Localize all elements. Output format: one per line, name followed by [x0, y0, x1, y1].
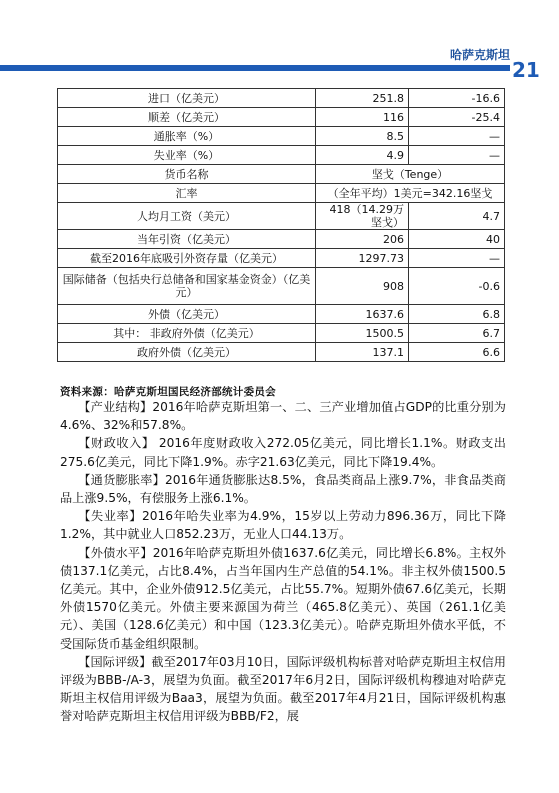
paragraph: 【财政收入】 2016年度财政收入272.05亿美元，同比增长1.1%。财政支出275.6亿美元，同比下降1.9%。赤字21.63亿美元，同比下降19.4%。	[60, 436, 506, 469]
row-value: 251.8	[316, 89, 409, 108]
row-label: 其中： 非政府外债（亿美元）	[58, 324, 316, 343]
row-change: —	[409, 249, 505, 268]
paragraph: 【产业结构】2016年哈萨克斯坦第一、二、三产业增加值占GDP的比重分别为4.6%、32%和57.8%。	[60, 400, 506, 433]
paragraph: 【通货膨胀率】2016年通货膨胀达8.5%，食品类商品上涨9.7%，非食品类商品上涨9.5%，有偿服务上涨6.1%。	[60, 472, 506, 506]
table-row	[58, 324, 505, 343]
table-row	[58, 165, 505, 184]
row-merged-value: 坚戈（Tenge）	[316, 165, 505, 184]
row-value: 8.5	[316, 127, 409, 146]
table-row	[58, 89, 505, 108]
paragraph: 【外债水平】2016年哈萨克斯坦外债1637.6亿美元，同比增长6.8%。主权外债137.1亿美元，占比8.4%，占当年国内生产总值的54.1%。非主权外债1500.5亿美元。其中，企业外债912.5亿美元，占比55.7%。短期外债67.6亿美元，长期外债1570亿美元。外债主要来源国为荷兰（465.8亿美元）、英国（261.1亿美元）、美国（128.6亿美元）和中国（123.3亿美元）。哈萨克斯坦外债水平低，不受国际货币基金组织限制。	[60, 545, 506, 651]
row-label: 政府外债（亿美元）	[58, 343, 316, 362]
row-label: 外债（亿美元）	[58, 305, 316, 324]
row-change: —	[409, 146, 505, 165]
table-row	[58, 127, 505, 146]
economic-indicators-table	[57, 88, 505, 362]
row-label: 失业率（%）	[58, 146, 316, 165]
row-change: -25.4	[409, 108, 505, 127]
row-value: 908	[316, 268, 409, 305]
row-value: 137.1	[316, 343, 409, 362]
row-value: 206	[316, 230, 409, 249]
row-label: 国际储备（包括央行总储备和国家基金资金）（亿美元）	[58, 268, 316, 305]
table-row	[58, 343, 505, 362]
body-text	[60, 398, 506, 726]
row-change: 4.7	[409, 203, 505, 230]
row-label: 截至2016年底吸引外资存量（亿美元）	[58, 249, 316, 268]
table-row	[58, 203, 505, 230]
table-row	[58, 268, 505, 305]
row-value: 1637.6	[316, 305, 409, 324]
row-change: -16.6	[409, 89, 505, 108]
row-label: 通胀率（%）	[58, 127, 316, 146]
table-row	[58, 249, 505, 268]
row-label: 顺差（亿美元）	[58, 108, 316, 127]
table-row	[58, 146, 505, 165]
row-change: —	[409, 127, 505, 146]
row-label: 进口（亿美元）	[58, 89, 316, 108]
row-merged-value: （全年平均）1美元=342.16坚戈	[316, 184, 505, 203]
row-change: -0.6	[409, 268, 505, 305]
table-row	[58, 108, 505, 127]
row-value: 1297.73	[316, 249, 409, 268]
table-row	[58, 184, 505, 203]
header-rule	[0, 65, 510, 71]
row-label: 当年引资（亿美元）	[58, 230, 316, 249]
row-label: 人均月工资（美元）	[58, 203, 316, 230]
page-number: 21	[512, 58, 540, 82]
row-value: 116	[316, 108, 409, 127]
row-value: 4.9	[316, 146, 409, 165]
row-value: 1500.5	[316, 324, 409, 343]
row-label: 货币名称	[58, 165, 316, 184]
running-header-title: 哈萨克斯坦	[449, 48, 510, 62]
table-source-note: 资料来源：哈萨克斯坦国民经济部统计委员会	[60, 386, 276, 398]
table-row	[58, 230, 505, 249]
row-change: 6.6	[409, 343, 505, 362]
row-change: 6.8	[409, 305, 505, 324]
row-label: 汇率	[58, 184, 316, 203]
paragraph: 【国际评级】截至2017年03月10日，国际评级机构标普对哈萨克斯坦主权信用评级为BBB-/A-3，展望为负面。截至2017年6月2日，国际评级机构穆迪对哈萨克斯坦主权信用评级为Baa3，展望为负面。截至2017年4月21日，国际评级机构惠誉对哈萨克斯坦主权信用评级为BBB/F2，展	[60, 654, 506, 724]
row-value: 418（14.29万坚戈）	[316, 203, 409, 230]
table-row	[58, 305, 505, 324]
paragraph: 【失业率】2016年哈失业率为4.9%，15岁以上劳动力896.36万，同比下降1.2%，其中就业人口852.23万，无业人口44.13万。	[60, 509, 506, 542]
row-change: 6.7	[409, 324, 505, 343]
row-change: 40	[409, 230, 505, 249]
